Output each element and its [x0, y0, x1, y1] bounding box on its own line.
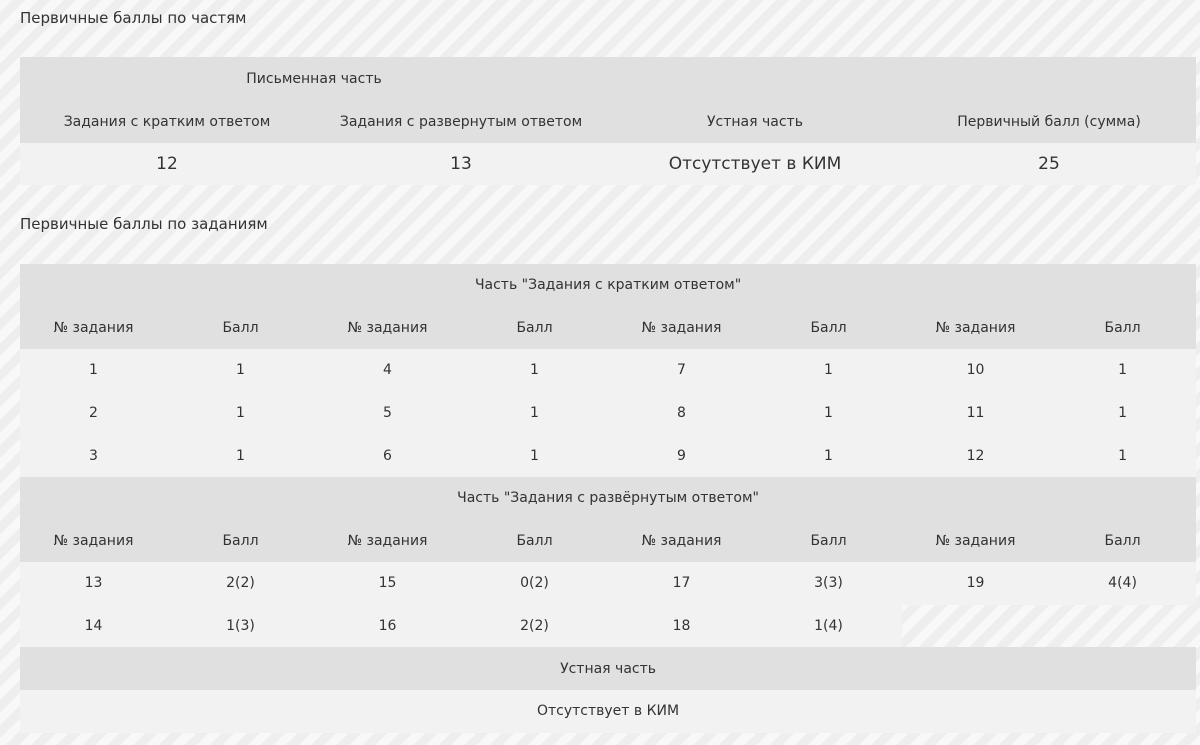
score-cell: 1: [461, 349, 608, 392]
column-header-score: Балл: [1049, 520, 1196, 563]
column-header-score: Балл: [461, 307, 608, 350]
task-number-cell: 6: [314, 434, 461, 477]
column-header-task-number: № задания: [314, 520, 461, 563]
task-number-cell: 19: [902, 562, 1049, 605]
task-scores-table: [20, 264, 1196, 733]
task-number-cell: 3: [20, 434, 167, 477]
score-cell: 1(4): [755, 605, 902, 648]
column-header-score: Балл: [167, 307, 314, 350]
table-row: [20, 562, 1196, 605]
score-cell: 1: [167, 349, 314, 392]
value-short-answer: 12: [20, 143, 314, 185]
column-header-task-number: № задания: [608, 307, 755, 350]
score-cell: 4(4): [1049, 562, 1196, 605]
column-header-score: Балл: [755, 307, 902, 350]
oral-part-title: Устная часть: [20, 647, 1196, 690]
task-number-cell: 7: [608, 349, 755, 392]
task-number-cell: 12: [902, 434, 1049, 477]
score-cell: 1: [167, 434, 314, 477]
task-number-cell: 2: [20, 392, 167, 435]
score-cell: 1: [755, 434, 902, 477]
column-header-task-number: № задания: [902, 520, 1049, 563]
task-number-cell: 18: [608, 605, 755, 648]
task-number-cell: 8: [608, 392, 755, 435]
parts-section-title: Первичные баллы по частям: [20, 9, 247, 27]
task-number-cell: 16: [314, 605, 461, 648]
value-long-answer: 13: [314, 143, 608, 185]
score-cell: 1: [1049, 349, 1196, 392]
task-number-cell: 9: [608, 434, 755, 477]
score-cell: 3(3): [755, 562, 902, 605]
column-header-task-number: № задания: [608, 520, 755, 563]
table-row: [20, 392, 1196, 435]
column-header-task-number: № задания: [20, 307, 167, 350]
column-header-score: Балл: [461, 520, 608, 563]
table-row: [20, 605, 1196, 648]
column-header-task-number: № задания: [902, 307, 1049, 350]
written-part-header: Письменная часть: [20, 57, 608, 100]
column-header-oral-part: Устная часть: [608, 100, 902, 143]
task-number-cell: 13: [20, 562, 167, 605]
score-cell: 0(2): [461, 562, 608, 605]
task-number-cell: 17: [608, 562, 755, 605]
task-number-cell: 14: [20, 605, 167, 648]
table-row: [20, 349, 1196, 392]
column-header-score: Балл: [755, 520, 902, 563]
value-total: 25: [902, 143, 1196, 185]
score-cell: 1: [755, 349, 902, 392]
column-header-total: Первичный балл (сумма): [902, 100, 1196, 143]
score-cell: 2(2): [461, 605, 608, 648]
score-cell: 1: [755, 392, 902, 435]
long-part-title: Часть "Задания с развёрнутым ответом": [20, 477, 1196, 520]
task-number-cell: 10: [902, 349, 1049, 392]
task-number-cell: 1: [20, 349, 167, 392]
tasks-section-title: Первичные баллы по заданиям: [20, 215, 268, 233]
score-cell: 1: [167, 392, 314, 435]
column-header-task-number: № задания: [314, 307, 461, 350]
table-row: [20, 434, 1196, 477]
column-header-short-answer: Задания с кратким ответом: [20, 100, 314, 143]
empty-cell: [902, 605, 1196, 648]
task-number-cell: 15: [314, 562, 461, 605]
column-header-score: Балл: [1049, 307, 1196, 350]
score-cell: 1: [461, 392, 608, 435]
task-number-cell: 11: [902, 392, 1049, 435]
parts-scores-table: [20, 57, 1196, 185]
score-cell: 1: [1049, 392, 1196, 435]
task-number-cell: 4: [314, 349, 461, 392]
score-cell: 1(3): [167, 605, 314, 648]
score-cell: 2(2): [167, 562, 314, 605]
column-header-task-number: № задания: [20, 520, 167, 563]
score-cell: 1: [461, 434, 608, 477]
column-header-long-answer: Задания с развернутым ответом: [314, 100, 608, 143]
column-header-score: Балл: [167, 520, 314, 563]
task-number-cell: 5: [314, 392, 461, 435]
short-part-title: Часть "Задания с кратким ответом": [20, 264, 1196, 307]
oral-part-value: Отсутствует в КИМ: [20, 690, 1196, 733]
value-oral-part: Отсутствует в КИМ: [608, 143, 902, 185]
score-cell: 1: [1049, 434, 1196, 477]
